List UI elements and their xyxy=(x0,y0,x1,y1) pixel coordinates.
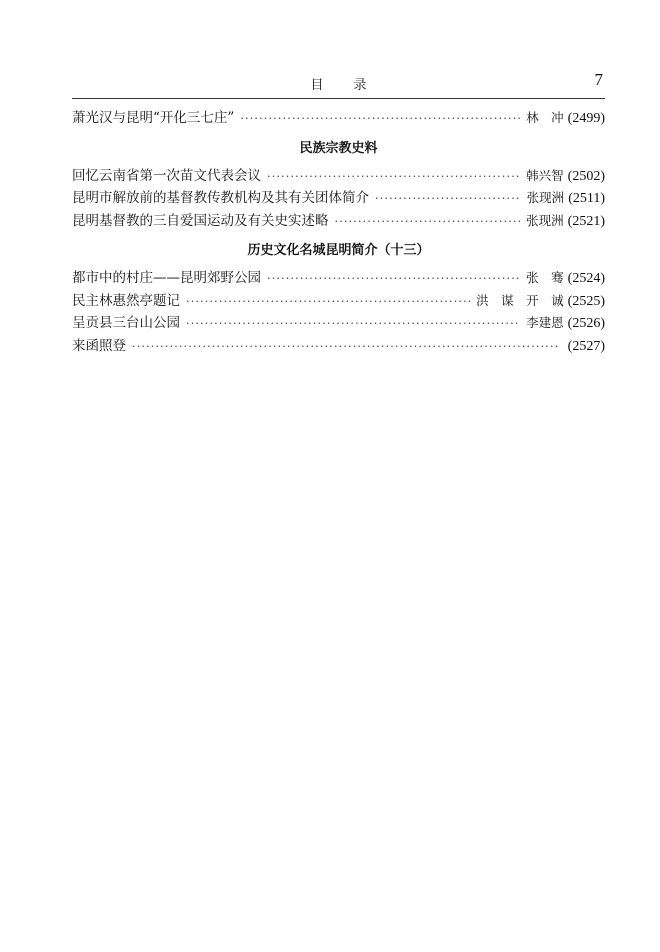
entry-title: 呈贡县三台山公园 xyxy=(72,315,180,331)
dot-leader xyxy=(240,112,520,125)
toc-entry[interactable] xyxy=(72,164,605,187)
entry-author: 林 冲 xyxy=(526,110,564,125)
entry-page: (2499) xyxy=(567,111,605,126)
entry-page: (2525) xyxy=(567,293,605,309)
entry-author: 张现洲 xyxy=(526,212,564,228)
dot-leader xyxy=(375,192,521,205)
entry-author: 张 骞 xyxy=(526,270,564,285)
entry-title: 萧光汉与昆明“开化三七庄” xyxy=(72,110,235,126)
toc-entry[interactable] xyxy=(72,289,605,312)
entry-page: (2502) xyxy=(567,168,605,184)
page-number: 7 xyxy=(594,70,603,89)
dot-leader xyxy=(132,340,558,353)
entry-title: 昆明基督教的三自爱国运动及有关史实述略 xyxy=(72,212,329,229)
dot-leader xyxy=(335,215,521,228)
header-title: 目录 xyxy=(310,78,397,93)
dot-leader xyxy=(186,295,470,308)
entry-title: 民主林惠然亭题记 xyxy=(72,292,180,309)
section-heading: 民族宗教史料 xyxy=(299,140,378,156)
running-header xyxy=(72,68,605,99)
dot-leader xyxy=(267,170,520,183)
entry-title: 回忆云南省第一次苗文代表会议 xyxy=(72,167,261,184)
entry-title: 都市中的村庄——昆明郊野公园 xyxy=(72,270,261,286)
toc-entry[interactable] xyxy=(72,334,605,357)
toc-entry[interactable] xyxy=(72,186,605,209)
toc-entry[interactable] xyxy=(72,106,605,129)
entry-author: 韩兴智 xyxy=(526,167,564,183)
entry-page: (2511) xyxy=(568,191,605,206)
toc-entry[interactable] xyxy=(72,266,605,289)
entry-author: 张现洲 xyxy=(526,190,565,205)
entry-author: 洪 谋 开 诚 xyxy=(476,292,564,308)
dot-leader xyxy=(186,317,520,330)
entry-page: (2527) xyxy=(567,338,605,354)
entry-title: 来函照登 xyxy=(72,337,126,354)
toc-entry[interactable] xyxy=(72,311,605,334)
entry-page: (2521) xyxy=(567,213,605,229)
entry-title: 昆明市解放前的基督教传教机构及其有关团体简介 xyxy=(72,190,369,206)
entry-author: 李建恩 xyxy=(526,315,564,330)
entry-page: (2526) xyxy=(567,316,605,331)
table-of-contents xyxy=(72,106,605,356)
dot-leader xyxy=(267,272,520,285)
toc-entry[interactable] xyxy=(72,209,605,232)
entry-page: (2524) xyxy=(567,271,605,286)
section-heading: 历史文化名城昆明简介（十三） xyxy=(247,243,430,258)
